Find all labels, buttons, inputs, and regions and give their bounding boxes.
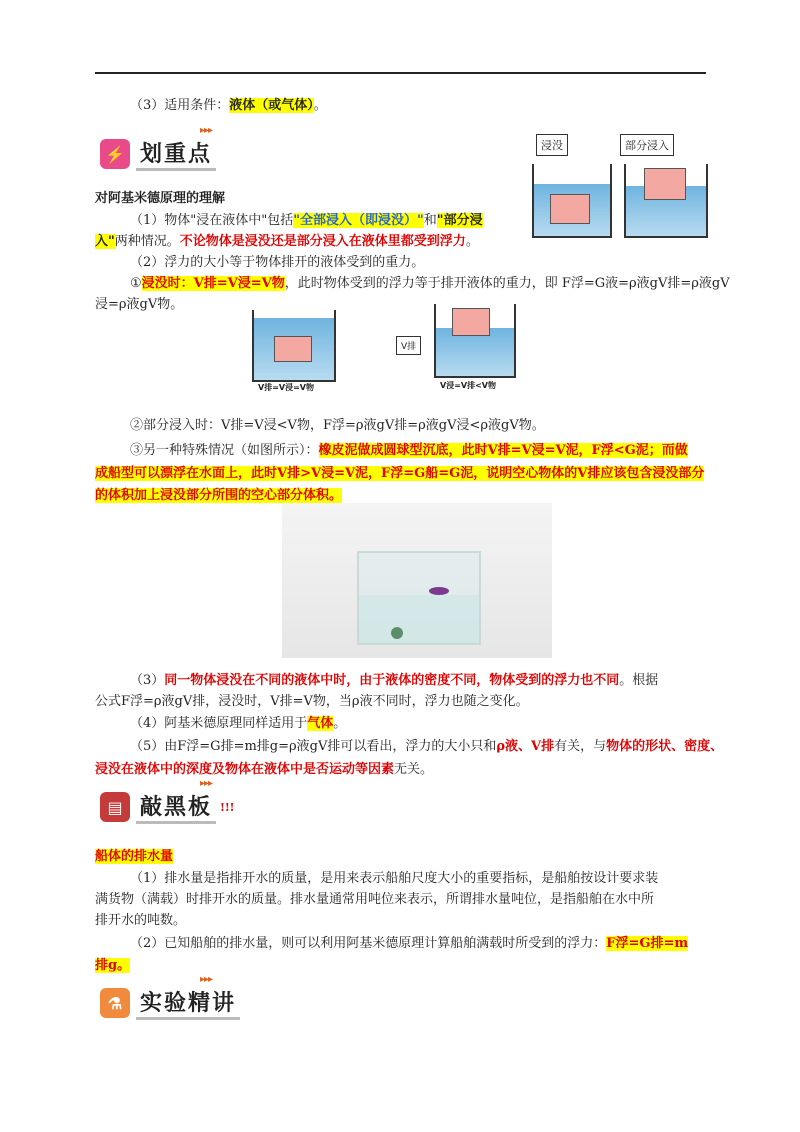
text-span: 和 xyxy=(423,213,437,228)
blackboard-icon: ▤ xyxy=(100,792,130,822)
tank-left xyxy=(532,164,612,238)
highlight-span: 浸没时：V排=V浸=V物 xyxy=(141,276,285,291)
displacement-p1-line1: （1）排水量是指排开水的质量，是用来表示船舶尺度大小的重要指标，是船舶按设计要求装 xyxy=(130,871,659,886)
highlight-span: 橡皮泥做成圆球型沉底，此时V排=V浸=V泥，F浮<G泥；而做 xyxy=(318,443,688,458)
understanding-p3-line1 xyxy=(130,274,730,294)
text-span: 无关。 xyxy=(394,762,434,777)
figure-vpai-right xyxy=(396,300,516,394)
section-heading-understanding: 对阿基米德原理的理解 xyxy=(95,191,226,206)
text-span: （3） xyxy=(130,673,165,688)
block-submerged xyxy=(550,194,590,224)
block-mid-right xyxy=(452,308,490,336)
applicable-value: 液体（或气体） xyxy=(229,98,314,113)
emphasis-span: 浸没在液体中的深度及物体在液体中是否运动等因素 xyxy=(95,762,395,777)
highlight-span: 气体 xyxy=(307,716,334,731)
banner-blackboard-suffix: !!! xyxy=(220,800,235,814)
understanding-p6-line2: 公式F浮=ρ液gV排，浸没时，V排=V物，当ρ液不同时，浮力也随之变化。 xyxy=(95,694,529,709)
banner-keypoints xyxy=(100,125,216,171)
highlight-span: 成船型可以漂浮在水面上，此时V排>V浸=V泥，F浮=G船=G泥，说明空心物体的V排应该包含浸没部分 xyxy=(95,466,705,481)
understanding-p7 xyxy=(130,714,346,734)
tank-mid-right xyxy=(434,304,516,378)
text-span: （4）阿基米德原理同样适用于 xyxy=(130,716,308,731)
understanding-p6-line1 xyxy=(130,671,658,691)
block-partial xyxy=(644,168,686,200)
text-span: （1）物体"浸在液体中"包括 xyxy=(130,213,294,228)
displacement-p2-line2 xyxy=(95,956,130,976)
text-span: 有关，与 xyxy=(554,739,607,754)
applicable-prefix: （3）适用条件： xyxy=(130,98,230,113)
flask-icon: ⚗ xyxy=(100,988,130,1018)
text-span: 两种情况。 xyxy=(114,234,180,249)
understanding-p8-line1 xyxy=(130,737,723,757)
text-span: 。根据 xyxy=(619,673,659,688)
banner-blackboard-title: 敲黑板 xyxy=(136,790,216,824)
understanding-p5-line1 xyxy=(130,441,688,461)
label-vpai: V排 xyxy=(396,336,421,355)
highlight-span: F浮=G排=m xyxy=(606,936,689,951)
emphasis-span: 同一物体浸没在不同的液体中时，由于液体的密度不同，物体受到的浮力也不同 xyxy=(164,673,620,688)
text-span: ① xyxy=(130,276,142,291)
label-submerged: 浸没 xyxy=(536,134,568,156)
banner-keypoints-title: 划重点 xyxy=(136,137,216,171)
emphasis-span: ρ液、V排 xyxy=(496,739,555,754)
label-partial: 部分浸入 xyxy=(620,134,674,156)
caption-mid-left: V排=V浸=V物 xyxy=(258,383,314,392)
glass-tank xyxy=(357,551,481,645)
section-heading-displacement xyxy=(95,847,173,867)
clay-boat xyxy=(429,587,449,595)
understanding-p5-line2 xyxy=(95,464,704,484)
emphasis-span: 不论物体是浸没还是部分浸入在液体里都受到浮力 xyxy=(179,234,466,249)
figure-immersion-compare xyxy=(528,124,708,242)
highlight-span: "部分浸 xyxy=(436,213,483,228)
understanding-p8-line2 xyxy=(95,760,433,780)
understanding-p2: （2）浮力的大小等于物体排开的液体受到的重力。 xyxy=(130,255,425,270)
emphasis-span: 物体的形状、密度、 xyxy=(606,739,724,754)
text-span: （2）已知船舶的排水量，则可以利用阿基米德原理计算船舶满载时所受到的浮力： xyxy=(130,936,607,951)
header-rule xyxy=(95,72,706,74)
text-span: ③另一种特殊情况（如图所示）： xyxy=(130,443,319,458)
caption-mid-right: V浸=V排<V物 xyxy=(440,381,496,390)
understanding-p3-line2: 浸=ρ液gV物。 xyxy=(95,297,184,312)
understanding-p1-line1 xyxy=(130,211,483,231)
text-span: 。 xyxy=(465,234,479,249)
text-span: （5）由F浮=G排=m排g=ρ液gV排可以看出，浮力的大小只和 xyxy=(130,739,497,754)
displacement-heading-text: 船体的排水量 xyxy=(95,849,174,864)
tank-water xyxy=(359,595,479,643)
photo-tank xyxy=(282,503,552,658)
displacement-p2-line1 xyxy=(130,934,688,954)
understanding-p4: ②部分浸入时：V排=V浸<V物，F浮=ρ液gV排=ρ液gV浸<ρ液gV物。 xyxy=(130,418,545,433)
text-span: ，此时物体受到的浮力等于排开液体的重力，即 F浮=G液=ρ液gV排=ρ液gV xyxy=(284,276,730,291)
applicable-conditions-line xyxy=(130,96,327,116)
text-span: 。 xyxy=(333,716,347,731)
displacement-p1-line2: 满货物（满载）时排开水的质量。排水量通常用吨位来表示，所谓排水量吨位，是指船舶在水中所 xyxy=(95,892,655,907)
highlight-span: 入" xyxy=(95,234,115,249)
arrows-icon: ▸▸▸ xyxy=(200,778,213,789)
lightning-icon: ⚡ xyxy=(100,139,130,169)
tank-right xyxy=(624,164,708,238)
banner-experiment-title: 实验精讲 xyxy=(136,986,240,1020)
block-mid-left xyxy=(274,336,312,362)
highlight-span: 的体积加上浸没部分所围的空心部分体积。 xyxy=(95,488,343,503)
arrows-icon: ▸▸▸ xyxy=(200,125,213,136)
highlight-span: "全部浸入（即浸没）" xyxy=(293,213,424,228)
arrows-icon: ▸▸▸ xyxy=(200,974,213,985)
applicable-suffix: 。 xyxy=(313,98,327,113)
clay-ball xyxy=(391,627,403,639)
banner-blackboard xyxy=(100,778,235,824)
displacement-p1-line3: 排开水的吨数。 xyxy=(95,913,187,928)
understanding-p1-line2 xyxy=(95,232,479,252)
banner-experiment xyxy=(100,974,240,1020)
highlight-span: 排g。 xyxy=(95,958,131,973)
tank-mid-left xyxy=(252,310,336,382)
